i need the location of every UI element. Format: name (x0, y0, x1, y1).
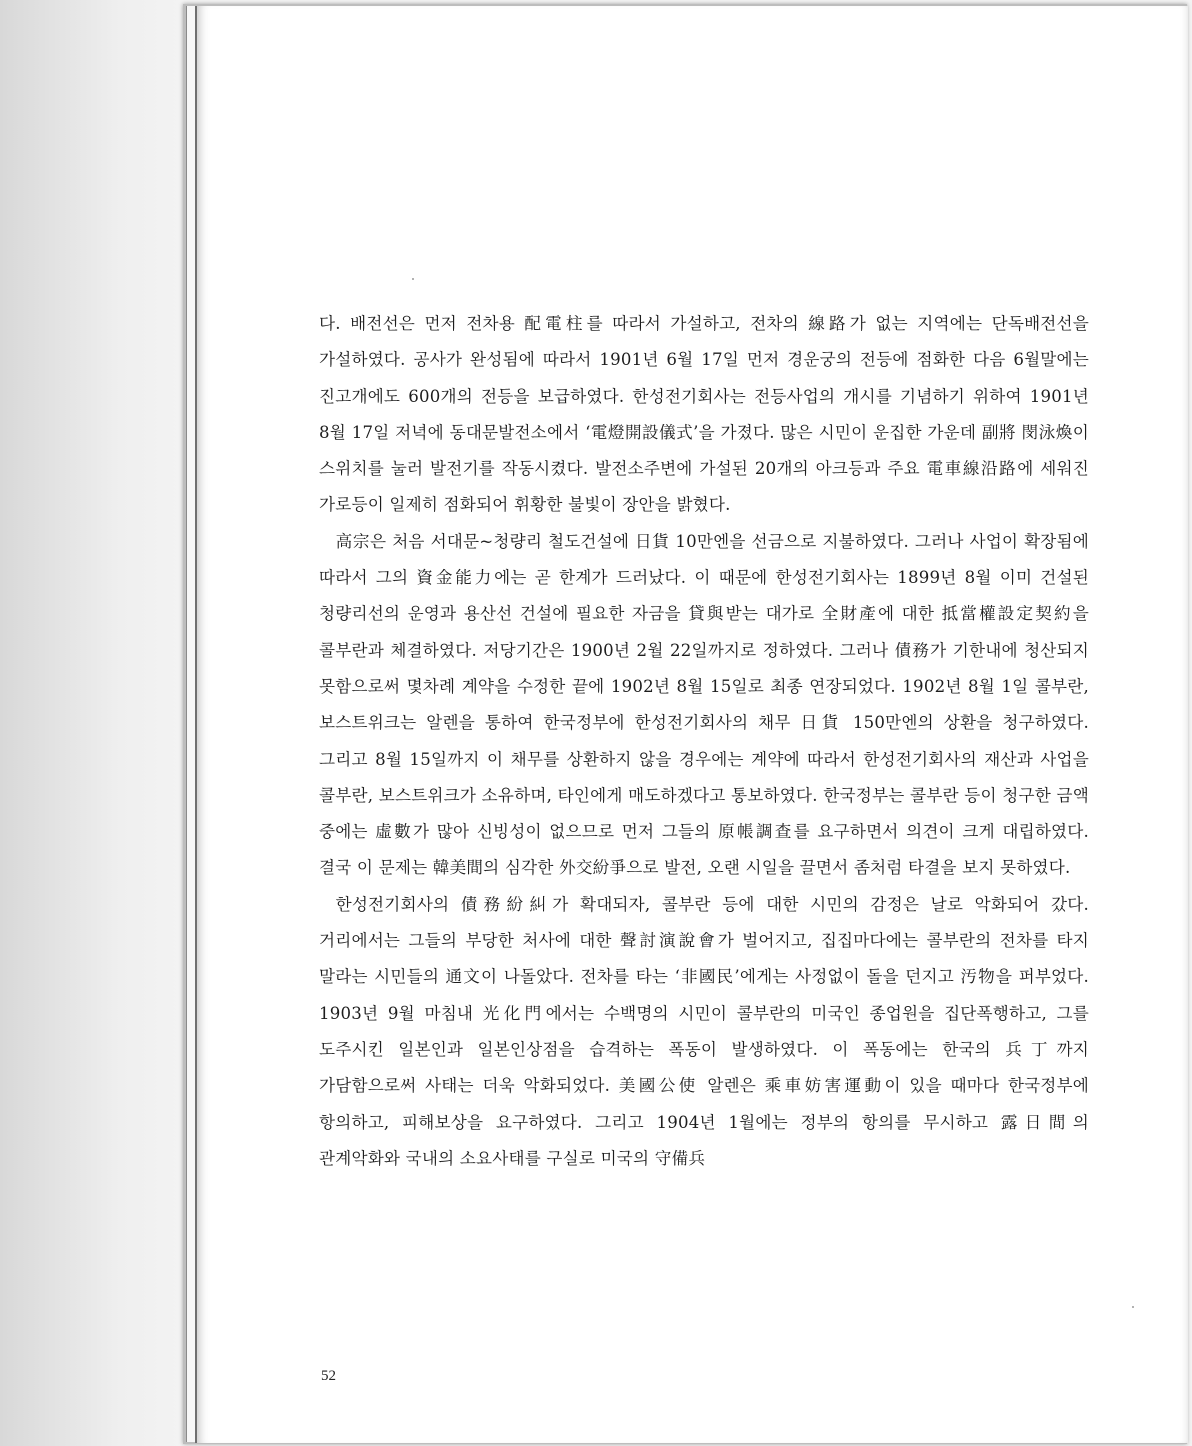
scan-speck (1132, 1306, 1134, 1308)
body-text (319, 306, 1089, 1177)
paragraph-3: 한성전기회사의 債務紛糾가 확대되자, 콜부란 등에 대한 시민의 감정은 날로 악화되어 갔다. 거리에서는 그들의 부당한 처사에 대한 聲討演說會가 벌어지고, 집집마다에는 콜부란의 전차를 타지 말라는 시민들의 通文이 나돌았다. 전차를 타는 ‘非國民’에게는 사정없이 돌을 던지고 汚物을 퍼부었다. 1903년 9월 마침내 光化門에서는 수백명의 시민이 콜부란의 미국인 종업원을 집단폭행하고, 그를 도주시킨 일본인과 일본인상점을 습격하는 폭동이 발생하였다. 이 폭동에는 한국의 兵丁까지 가담함으로써 사태는 더욱 악화되었다. 美國公使 알렌은 乘車妨害運動이 있을 때마다 한국정부에 항의하고, 피해보상을 요구하였다. 그리고 1904년 1월에는 정부의 항의를 무시하고 露日間의 관계악화와 국내의 소요사태를 구실로 미국의 守備兵 (319, 894, 1089, 1168)
paragraph-2: 高宗은 처음 서대문~청량리 철도건설에 日貨 10만엔을 선금으로 지불하였다. 그러나 사업이 확장됨에 따라서 그의 資金能力에는 곧 한계가 드러났다. 이 때문에 한성전기회사는 1899년 8월 이미 건설된 청량리선의 운영과 용산선 건설에 필요한 자금을 貸與받는 대가로 全財產에 대한 抵當權設定契約을 콜부란과 체결하였다. 저당기간은 1900년 2월 22일까지로 정하였다. 그러나 債務가 기한내에 청산되지 못함으로써 몇차례 계약을 수정한 끝에 1902년 8월 15일로 최종 연장되었다. 1902년 8월 1일 콜부란, 보스트위크는 알렌을 통하여 한국정부에 한성전기회사의 채무 日貨 150만엔의 상환을 청구하였다. 그리고 8월 15일까지 이 채무를 상환하지 않을 경우에는 계약에 따라서 한성전기회사의 재산과 사업을 콜부란, 보스트위크가 소유하며, 타인에게 매도하겠다고 통보하였다. 한국정부는 콜부란 등이 청구한 금액 중에는 虛數가 많아 신빙성이 없으므로 먼저 그들의 原帳調查를 요구하면서 의견이 크게 대립하였다. 결국 이 문제는 韓美間의 심각한 外交紛爭으로 발전, 오랜 시일을 끌면서 좀처럼 타결을 보지 못하였다. (319, 531, 1089, 878)
paragraph-1: 다. 배전선은 먼저 전차용 配電柱를 따라서 가설하고, 전차의 線路가 없는 지역에는 단독배전선을 가설하였다. 공사가 완성됨에 따라서 1901년 6월 17일 먼저 경운궁의 전등에 점화한 다음 6월말에는 진고개에도 600개의 전등을 보급하였다. 한성전기회사는 전등사업의 개시를 기념하기 위하여 1901년 8월 17일 저녁에 동대문발전소에서 ‘電燈開設儀式’을 가졌다. 많은 시민이 운집한 가운데 副將 閔泳煥이 스위치를 눌러 발전기를 작동시켰다. 발전소주변에 가설된 20개의 아크등과 주요 電車線沿路에 세워진 가로등이 일제히 점화되어 휘황한 불빛이 장안을 밝혔다. (319, 314, 1089, 515)
page-number: 52 (321, 1368, 336, 1384)
scan-speck (412, 278, 414, 280)
document-page (195, 6, 1188, 1443)
